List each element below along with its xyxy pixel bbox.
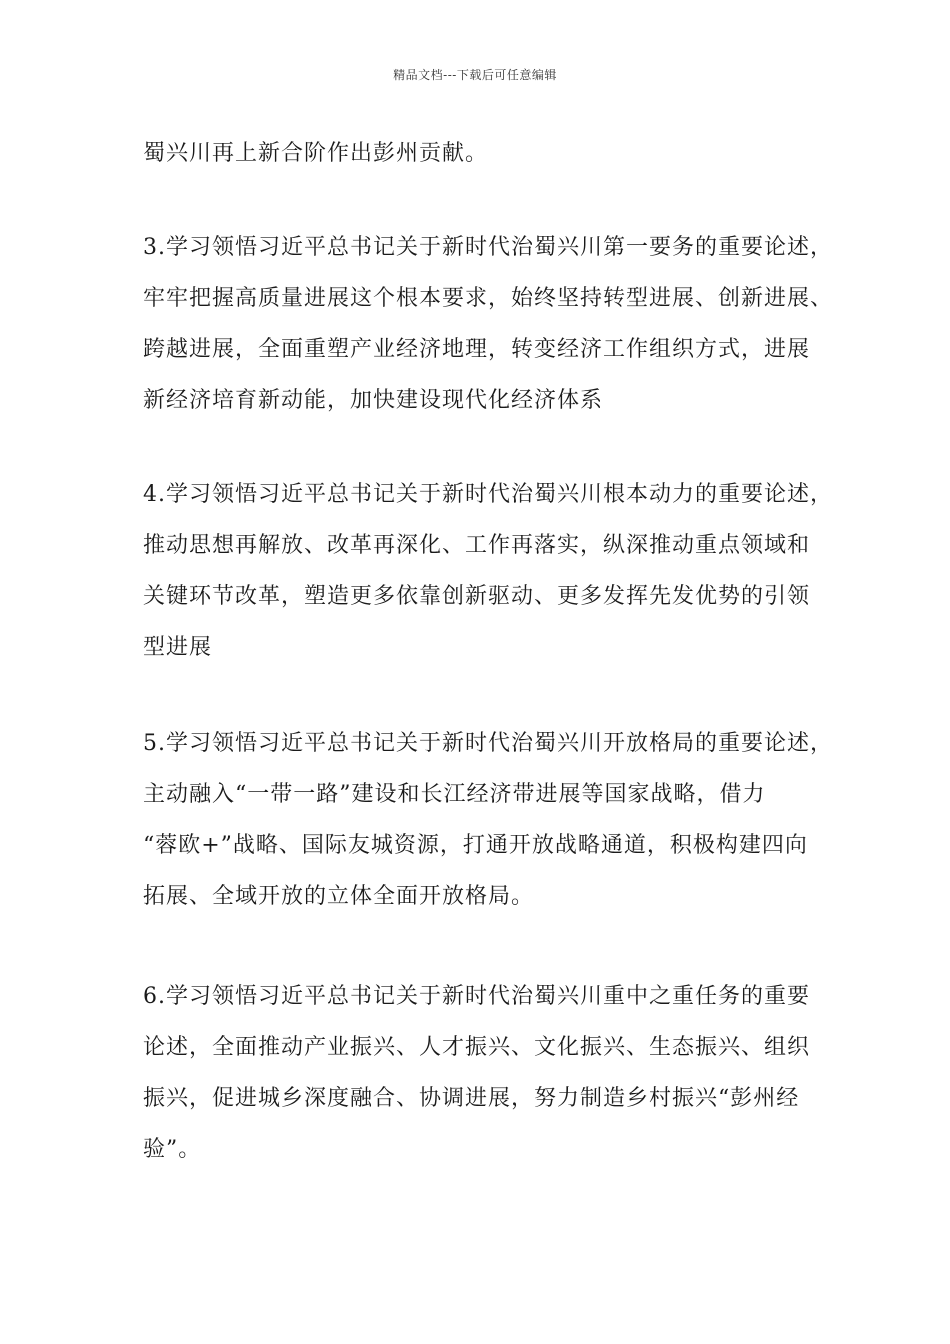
paragraph-line: 关键环节改革，塑造更多依靠创新驱动、更多发挥先发优势的引领: [143, 584, 811, 609]
paragraph-line: 蜀兴川再上新合阶作出彭州贡献。: [143, 141, 489, 166]
paragraph-5: [143, 971, 833, 1175]
page-header: 精品文档---下载后可任意编辑: [393, 68, 557, 82]
paragraph-line: 4.学习领悟习近平总书记关于新时代治蜀兴川根本动力的重要论述，: [143, 482, 833, 507]
paragraph-line: 牢牢把握高质量进展这个根本要求，始终坚持转型进展、创新进展、: [143, 286, 834, 311]
paragraph-line: 推动思想再解放、改革再深化、工作再落实，纵深推动重点领域和: [143, 533, 811, 558]
paragraph-3: [143, 469, 833, 673]
paragraph-line: 新经济培育新动能，加快建设现代化经济体系: [143, 388, 604, 413]
paragraph-line: 跨越进展，全面重塑产业经济地理，转变经济工作组织方式，进展: [143, 337, 811, 362]
paragraph-line: 论述，全面推动产业振兴、人才振兴、文化振兴、生态振兴、组织: [143, 1035, 811, 1060]
paragraph-1: [143, 128, 833, 179]
paragraph-line: 振兴，促进城乡深度融合、协调进展，努力制造乡村振兴“彭州经: [143, 1086, 800, 1111]
paragraph-line: 主动融入“一带一路”建设和长江经济带进展等国家战略，借力: [143, 782, 766, 807]
paragraph-line: 验”。: [143, 1137, 202, 1162]
paragraph-line: 型进展: [143, 635, 213, 660]
paragraph-line: 5.学习领悟习近平总书记关于新时代治蜀兴川开放格局的重要论述，: [143, 731, 833, 756]
paragraph-line: 3.学习领悟习近平总书记关于新时代治蜀兴川第一要务的重要论述，: [143, 235, 833, 260]
paragraph-line: 6.学习领悟习近平总书记关于新时代治蜀兴川重中之重任务的重要: [143, 984, 810, 1009]
paragraph-line: 拓展、全域开放的立体全面开放格局。: [143, 884, 535, 909]
paragraph-4: [143, 718, 833, 922]
paragraph-2: [143, 222, 833, 426]
paragraph-line: “蓉欧+”战略、国际友城资源，打通开放战略通道，积极构建四向: [143, 833, 808, 858]
